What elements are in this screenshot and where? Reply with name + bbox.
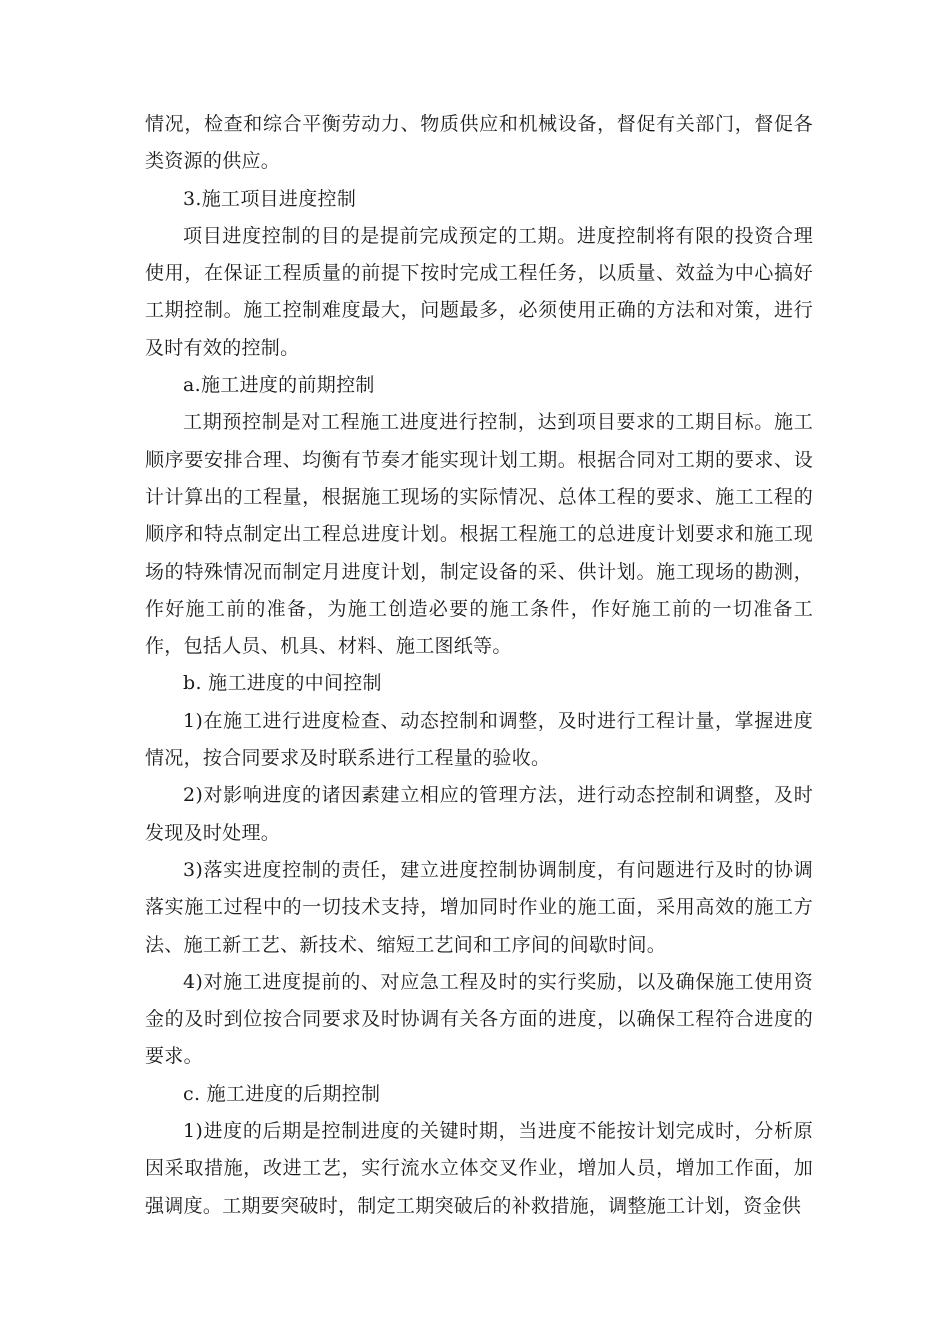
- list-item-c1: 1)进度的后期是控制进度的关键时期，当进度不能按计划完成时，分析原因采取措施，改进工艺，实行流水立体交叉作业，增加人员，增加工作面，加强调度。工期要突破时，制定工期突破后的补救措施，调整施工计划，资金供: [145, 1120, 813, 1217]
- list-item-b1: 1)在施工进行进度检查、动态控制和调整，及时进行工程计量，掌握进度情况，按合同要求及时联系进行工程量的验收。: [145, 709, 813, 770]
- subheading-a: a.施工进度的前期控制: [183, 374, 375, 397]
- paragraph-continuation: 情况，检查和综合平衡劳动力、物质供应和机械设备，督促有关部门，督促各类资源的供应。: [145, 113, 813, 173]
- subheading-c: c. 施工进度的后期控制: [183, 1082, 381, 1105]
- subheading-b: b. 施工进度的中间控制: [183, 672, 382, 695]
- paragraph-progress-control-purpose: 项目进度控制的目的是提前完成预定的工期。进度控制将有限的投资合理使用，在保证工程质量的前提下按时完成工程任务，以质量、效益为中心搞好工期控制。施工控制难度最大，问题最多，必须使用正确的方法和对策，进行及时有效的控制。: [145, 224, 813, 359]
- list-item-b3: 3)落实进度控制的责任，建立进度控制协调制度，有问题进行及时的协调落实施工过程中的一切技术支持，增加同时作业的施工面，采用高效的施工方法、施工新工艺、新技术、缩短工艺间和工序间的间歇时间。: [145, 858, 813, 956]
- section-heading-3: 3.施工项目进度控制: [183, 187, 357, 210]
- list-item-b2: 2)对影响进度的诸因素建立相应的管理方法，进行动态控制和调整，及时发现及时处理。: [145, 784, 813, 844]
- list-item-b4: 4)对施工进度提前的、对应急工程及时的实行奖励，以及确保施工使用资金的及时到位按合同要求及时协调有关各方面的进度，以确保工程符合进度的要求。: [145, 970, 813, 1068]
- document-body: [145, 106, 813, 1225]
- paragraph-early-control: 工期预控制是对工程施工进度进行控制，达到项目要求的工期目标。施工顺序要安排合理、均衡有节奏才能实现计划工期。根据合同对工期的要求、设计计算出的工程量，根据施工现场的实际情况、总体工程的要求、施工工程的顺序和特点制定出工程总进度计划。根据工程施工的总进度计划要求和施工现场的特殊情况而制定月进度计划，制定设备的采、供计划。施工现场的勘测，作好施工前的准备，为施工创造必要的施工条件，作好施工前的一切准备工作，包括人员、机具、材料、施工图纸等。: [145, 411, 813, 658]
